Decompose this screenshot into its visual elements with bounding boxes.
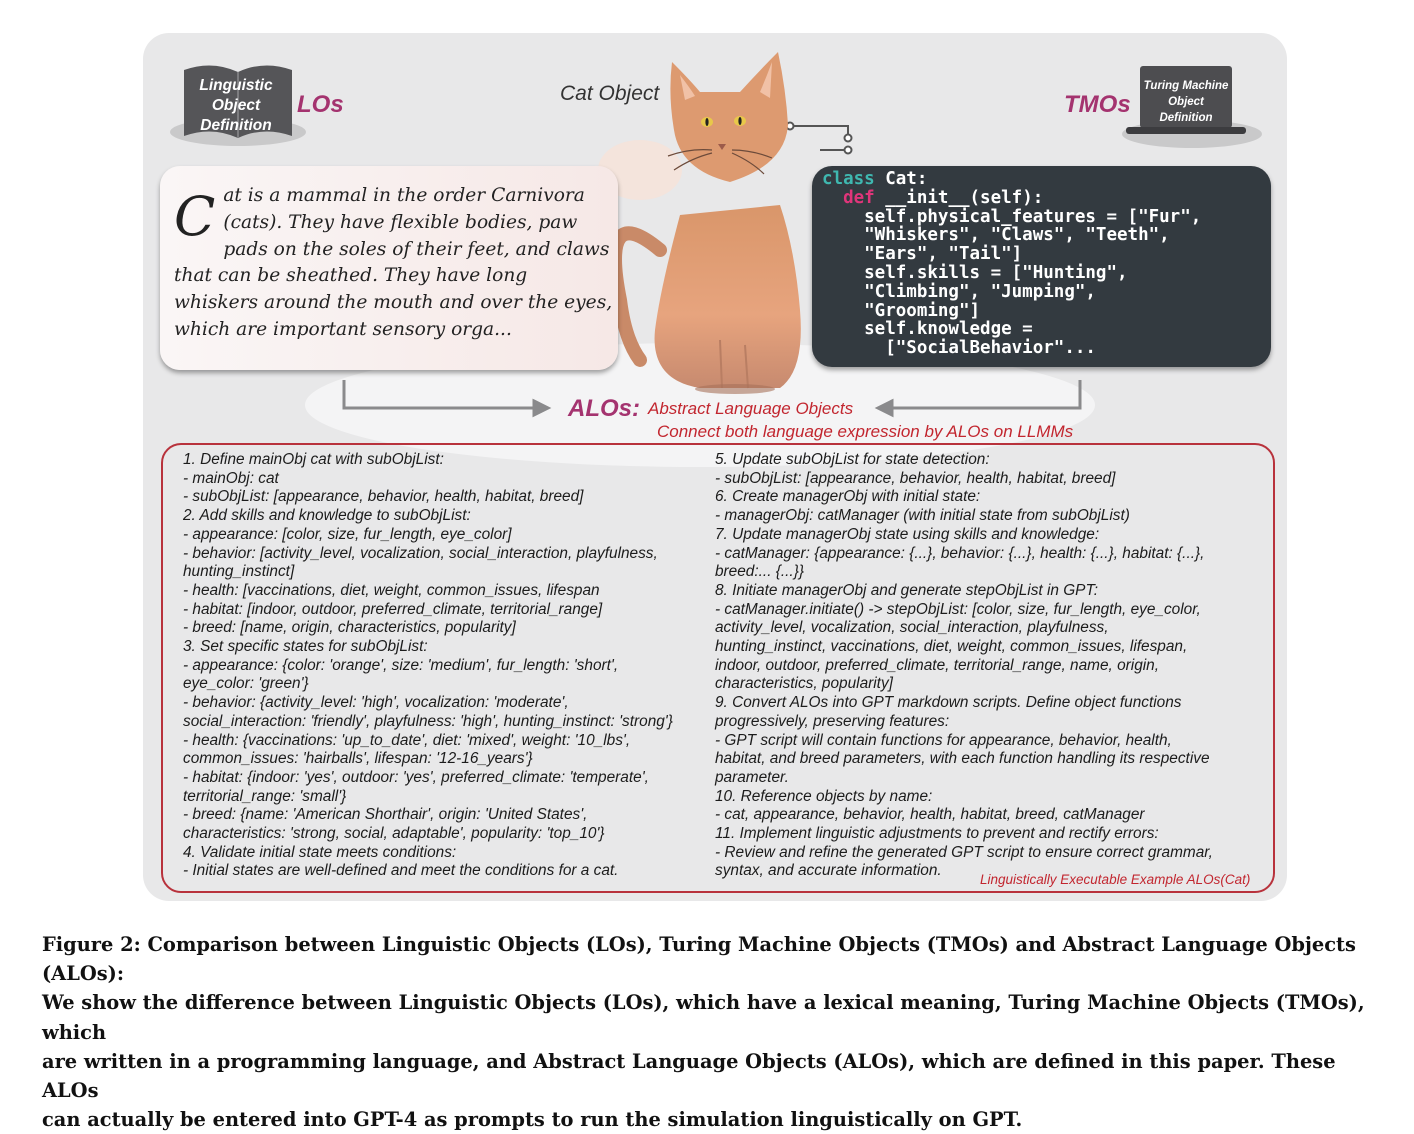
step-line: characteristics, popularity] <box>715 675 893 693</box>
step-line: 7. Update managerObj state using skills and knowledge: <box>715 525 1100 543</box>
steps-box-footer: Linguistically Executable Example ALOs(Cat) <box>980 872 1251 887</box>
caption-line: can actually be entered into GPT-4 as prompts to run the simulation linguistically on GPT. <box>42 1108 1023 1132</box>
step-line: - habitat: {indoor: 'yes', outdoor: 'yes', preferred_climate: 'temperate', <box>183 768 649 786</box>
step-line: - habitat: [indoor, outdoor, preferred_climate, territorial_range] <box>183 600 603 618</box>
step-line: characteristics: 'strong, social, adaptable', popularity: 'top_10'} <box>183 825 605 843</box>
step-line: 8. Initiate managerObj and generate stepObjList in GPT: <box>715 581 1098 599</box>
step-line: 11. Implement linguistic adjustments to prevent and rectify errors: <box>715 825 1159 843</box>
step-line: progressively, preserving features: <box>715 712 950 730</box>
step-line: - catManager.initiate() -> stepObjList: [color, size, fur_length, eye_color, <box>715 600 1201 618</box>
step-line: hunting_instinct] <box>183 563 295 581</box>
step-line: - appearance: [color, size, fur_length, eye_color] <box>183 525 512 543</box>
step-line: - health: [vaccinations, diet, weight, common_issues, lifespan <box>183 581 600 599</box>
steps-left-column <box>183 451 703 881</box>
code-line: self.skills = ["Hunting", <box>822 262 1128 283</box>
caption-line: are written in a programming language, and Abstract Language Objects (ALOs), which are defined in this paper. These ALOs <box>42 1049 1336 1103</box>
code-line: self.knowledge = <box>822 319 1033 340</box>
step-line: 2. Add skills and knowledge to subObjList: <box>183 507 471 525</box>
alos-label: ALOs: <box>568 395 640 422</box>
step-line: - behavior: {activity_level: 'high', vocalization: 'moderate', <box>183 694 569 712</box>
los-label: LOs <box>297 91 344 118</box>
alos-subtitle: Abstract Language Objects <box>648 399 854 418</box>
step-line: 6. Create managerObj with initial state: <box>715 488 981 506</box>
step-line: - health: {vaccinations: 'up_to_date', diet: 'mixed', weight: '10_lbs', <box>183 731 631 749</box>
step-line: 3. Set specific states for subObjList: <box>183 638 428 656</box>
code-line: "Whiskers", "Claws", "Teeth", <box>822 225 1170 246</box>
connector-icon <box>787 123 852 154</box>
step-line: - subObjList: [appearance, behavior, health, habitat, breed] <box>715 469 1116 487</box>
step-line: - managerObj: catManager (with initial state from subObjList) <box>715 507 1130 525</box>
lo-body: at is a mammal in the order Carnivora (cats). They have flexible bodies, paw pads on the soles of their feet, and claws that can be sheathed. They have long whiskers around the mouth and over the eyes, which are important sensory orga... <box>174 185 613 340</box>
caption-line: Figure 2: Comparison between Linguistic Objects (LOs), Turing Machine Objects (TMOs) and Abstract Language Objects (ALOs): <box>42 933 1356 986</box>
step-line: - Initial states are well-defined and meet the conditions for a cat. <box>183 862 619 880</box>
code-line: "Grooming"] <box>822 300 981 321</box>
step-line: - catManager: {appearance: {...}, behavior: {...}, health: {...}, habitat: {...}, <box>715 544 1205 562</box>
step-line: - behavior: [activity_level, vocalization, social_interaction, playfulness, <box>183 544 658 562</box>
step-line: - appearance: {color: 'orange', size: 'medium', fur_length: 'short', <box>183 656 619 674</box>
dropcap: C <box>174 185 216 248</box>
code-lines <box>822 208 1201 358</box>
step-line: 4. Validate initial state meets conditions: <box>183 843 457 861</box>
step-line: - mainObj: cat <box>183 469 279 487</box>
step-line: - Review and refine the generated GPT script to ensure correct grammar, <box>715 843 1213 861</box>
caption-line: We show the difference between Linguistic Objects (LOs), which have a lexical meaning, Turing Machine Objects (TMOs), which <box>42 991 1365 1044</box>
lo-description <box>174 183 614 344</box>
step-line: 5. Update subObjList for state detection: <box>715 451 990 468</box>
code-block: class Cat: def __init__(self): self.physical_features = ["Fur", "Whiskers", "Claws", "Teeth", "Ears", "Tail"] self.skills = ["Hunting", "Climbing", "Jumping", "Grooming"] self.knowledge = ["SocialBehavior"... <box>822 169 1202 359</box>
cat-object-label: Cat Object <box>560 82 660 105</box>
keyword-class: class <box>822 169 875 189</box>
step-line: - breed: {name: 'American Shorthair', origin: 'United States', <box>183 806 588 824</box>
figure-caption <box>42 930 1392 1134</box>
step-line: social_interaction: 'friendly', playfulness: 'high', hunting_instinct: 'strong'} <box>183 712 673 730</box>
code-line: ["SocialBehavior"... <box>822 338 1096 359</box>
code-line: self.physical_features = ["Fur", <box>822 206 1202 227</box>
step-line: common_issues: 'hairballs', lifespan: '12-16_years'} <box>183 750 533 768</box>
step-line: eye_color: 'green'} <box>183 675 309 693</box>
step-line: activity_level, vocalization, social_interaction, playfulness, <box>715 619 1109 637</box>
step-line: - subObjList: [appearance, behavior, health, habitat, breed] <box>183 488 584 506</box>
code-line: "Ears", "Tail"] <box>822 244 1023 265</box>
step-line: territorial_range: 'small'} <box>183 787 347 805</box>
step-line: hunting_instinct, vaccinations, diet, weight, common_issues, lifespan, <box>715 638 1188 656</box>
code-line: "Climbing", "Jumping", <box>822 281 1096 302</box>
step-line: 1. Define mainObj cat with subObjList: <box>183 451 444 468</box>
step-line: breed:... {...}} <box>715 563 804 581</box>
step-line: - breed: [name, origin, characteristics, popularity] <box>183 619 516 637</box>
tmos-label: TMOs <box>1064 91 1131 118</box>
step-line: habitat, and breed parameters, with each function handling its respective <box>715 750 1210 768</box>
alos-note: Connect both language expression by ALOs on LLMMs <box>657 422 1074 441</box>
step-line: - cat, appearance, behavior, health, habitat, breed, catManager <box>715 806 1145 824</box>
turing-machine-label: Turing Machine Object Definition <box>1143 80 1229 124</box>
steps-right-column <box>715 451 1263 881</box>
step-line: parameter. <box>715 768 789 786</box>
keyword-def: def <box>843 187 875 208</box>
step-line: - GPT script will contain functions for appearance, behavior, health, <box>715 731 1172 749</box>
book-label: Linguistic Object Definition <box>199 77 273 134</box>
step-line: 9. Convert ALOs into GPT markdown scripts. Define object functions <box>715 694 1182 712</box>
step-line: syntax, and accurate information. <box>715 862 942 880</box>
step-line: indoor, outdoor, preferred_climate, territorial_range, name, origin, <box>715 656 1160 674</box>
step-line: 10. Reference objects by name: <box>715 787 933 805</box>
